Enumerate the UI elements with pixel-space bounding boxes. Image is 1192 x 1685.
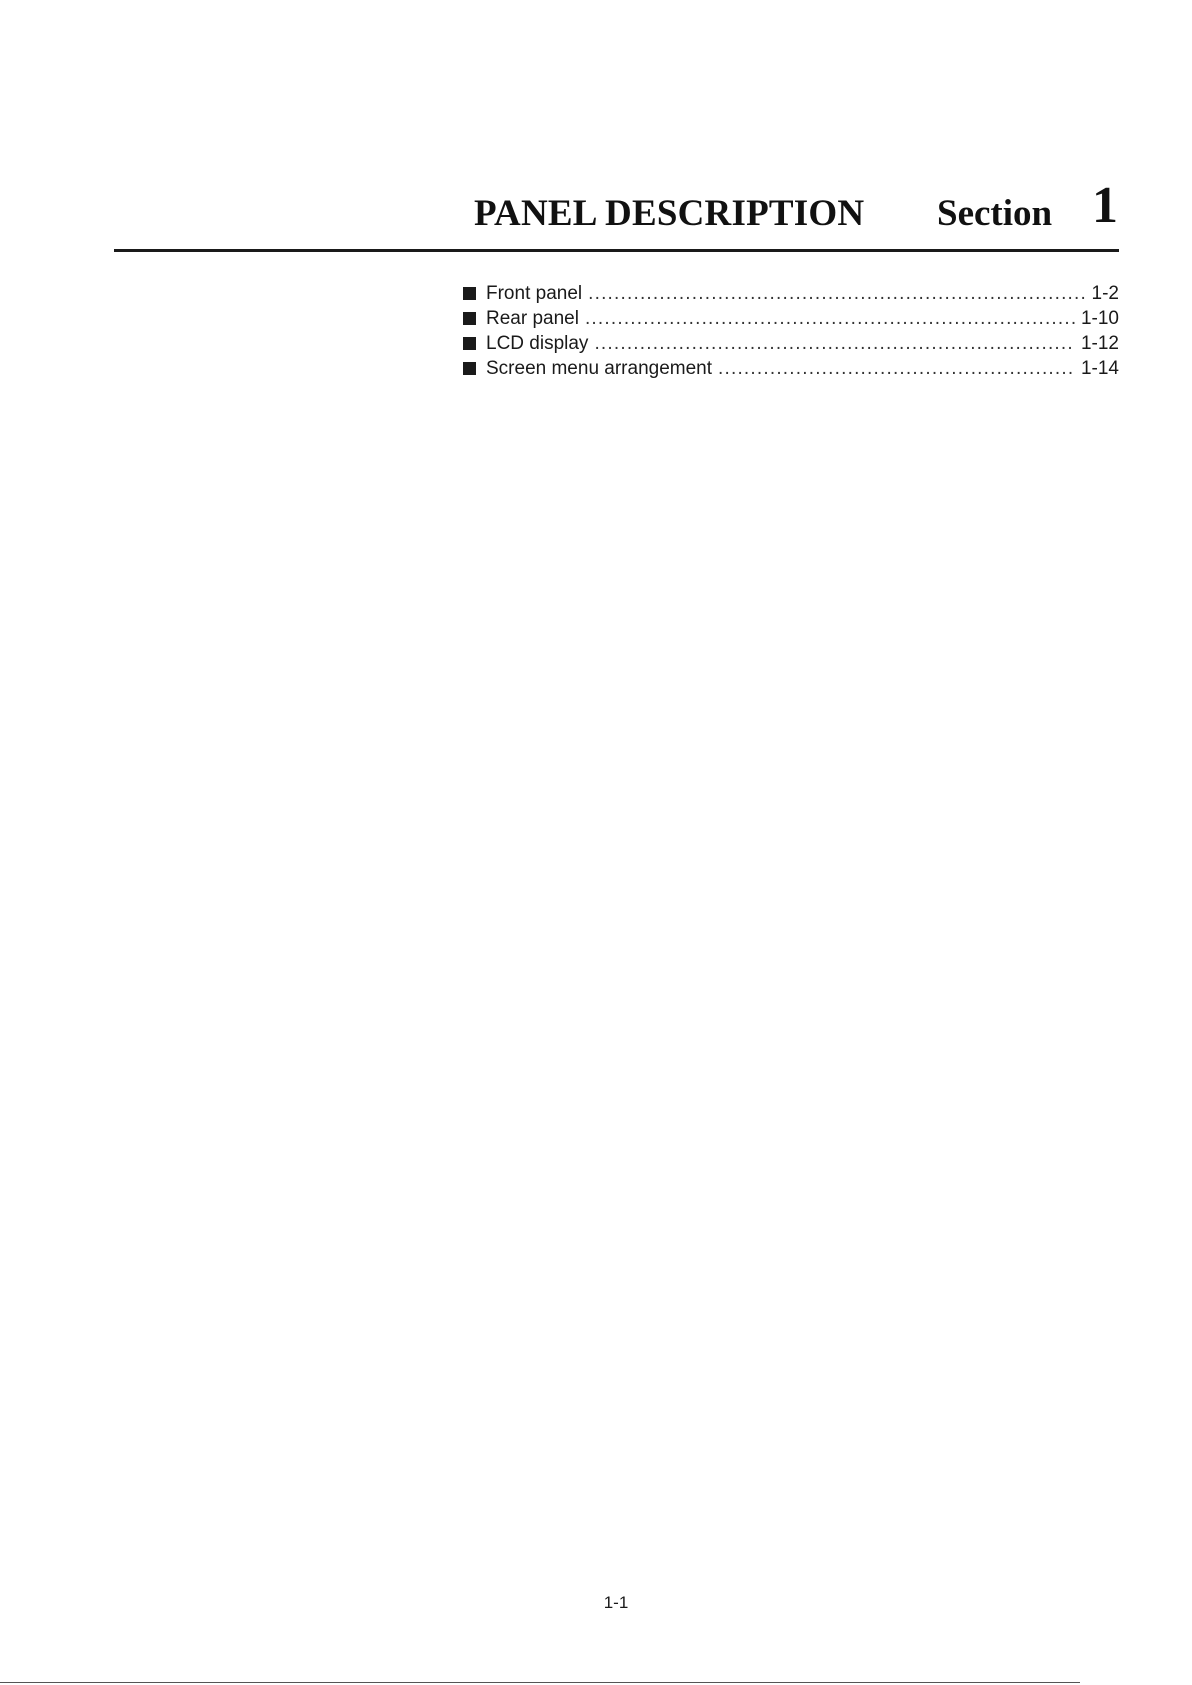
toc-item-label: Front panel [486, 283, 583, 304]
table-of-contents [463, 281, 1119, 381]
dot-leader [594, 331, 1075, 356]
toc-item-page: 1-12 [1080, 333, 1119, 354]
toc-item-label: LCD display [486, 333, 589, 354]
section-title: PANEL DESCRIPTION [474, 193, 865, 234]
toc-item-page: 1-10 [1080, 308, 1119, 329]
section-label: Section [937, 193, 1053, 234]
toc-item-label: Rear panel [486, 308, 579, 329]
dot-leader [588, 281, 1085, 306]
toc-item-label: Screen menu arrangement [486, 358, 713, 379]
toc-item-rear-panel[interactable] [463, 306, 1119, 331]
square-bullet-icon [463, 312, 476, 325]
toc-item-lcd-display[interactable] [463, 331, 1119, 356]
square-bullet-icon [463, 337, 476, 350]
page-number: 1-1 [603, 1593, 629, 1612]
footer-divider [0, 1682, 1080, 1683]
square-bullet-icon [463, 287, 476, 300]
dot-leader [585, 306, 1075, 331]
toc-item-page: 1-14 [1080, 358, 1119, 379]
square-bullet-icon [463, 362, 476, 375]
toc-item-screen-menu-arrangement[interactable] [463, 356, 1119, 381]
toc-item-page: 1-2 [1091, 283, 1119, 304]
toc-item-front-panel[interactable] [463, 281, 1119, 306]
section-number: 1 [1092, 177, 1118, 234]
dot-leader [718, 356, 1075, 381]
section-header [114, 178, 1119, 252]
